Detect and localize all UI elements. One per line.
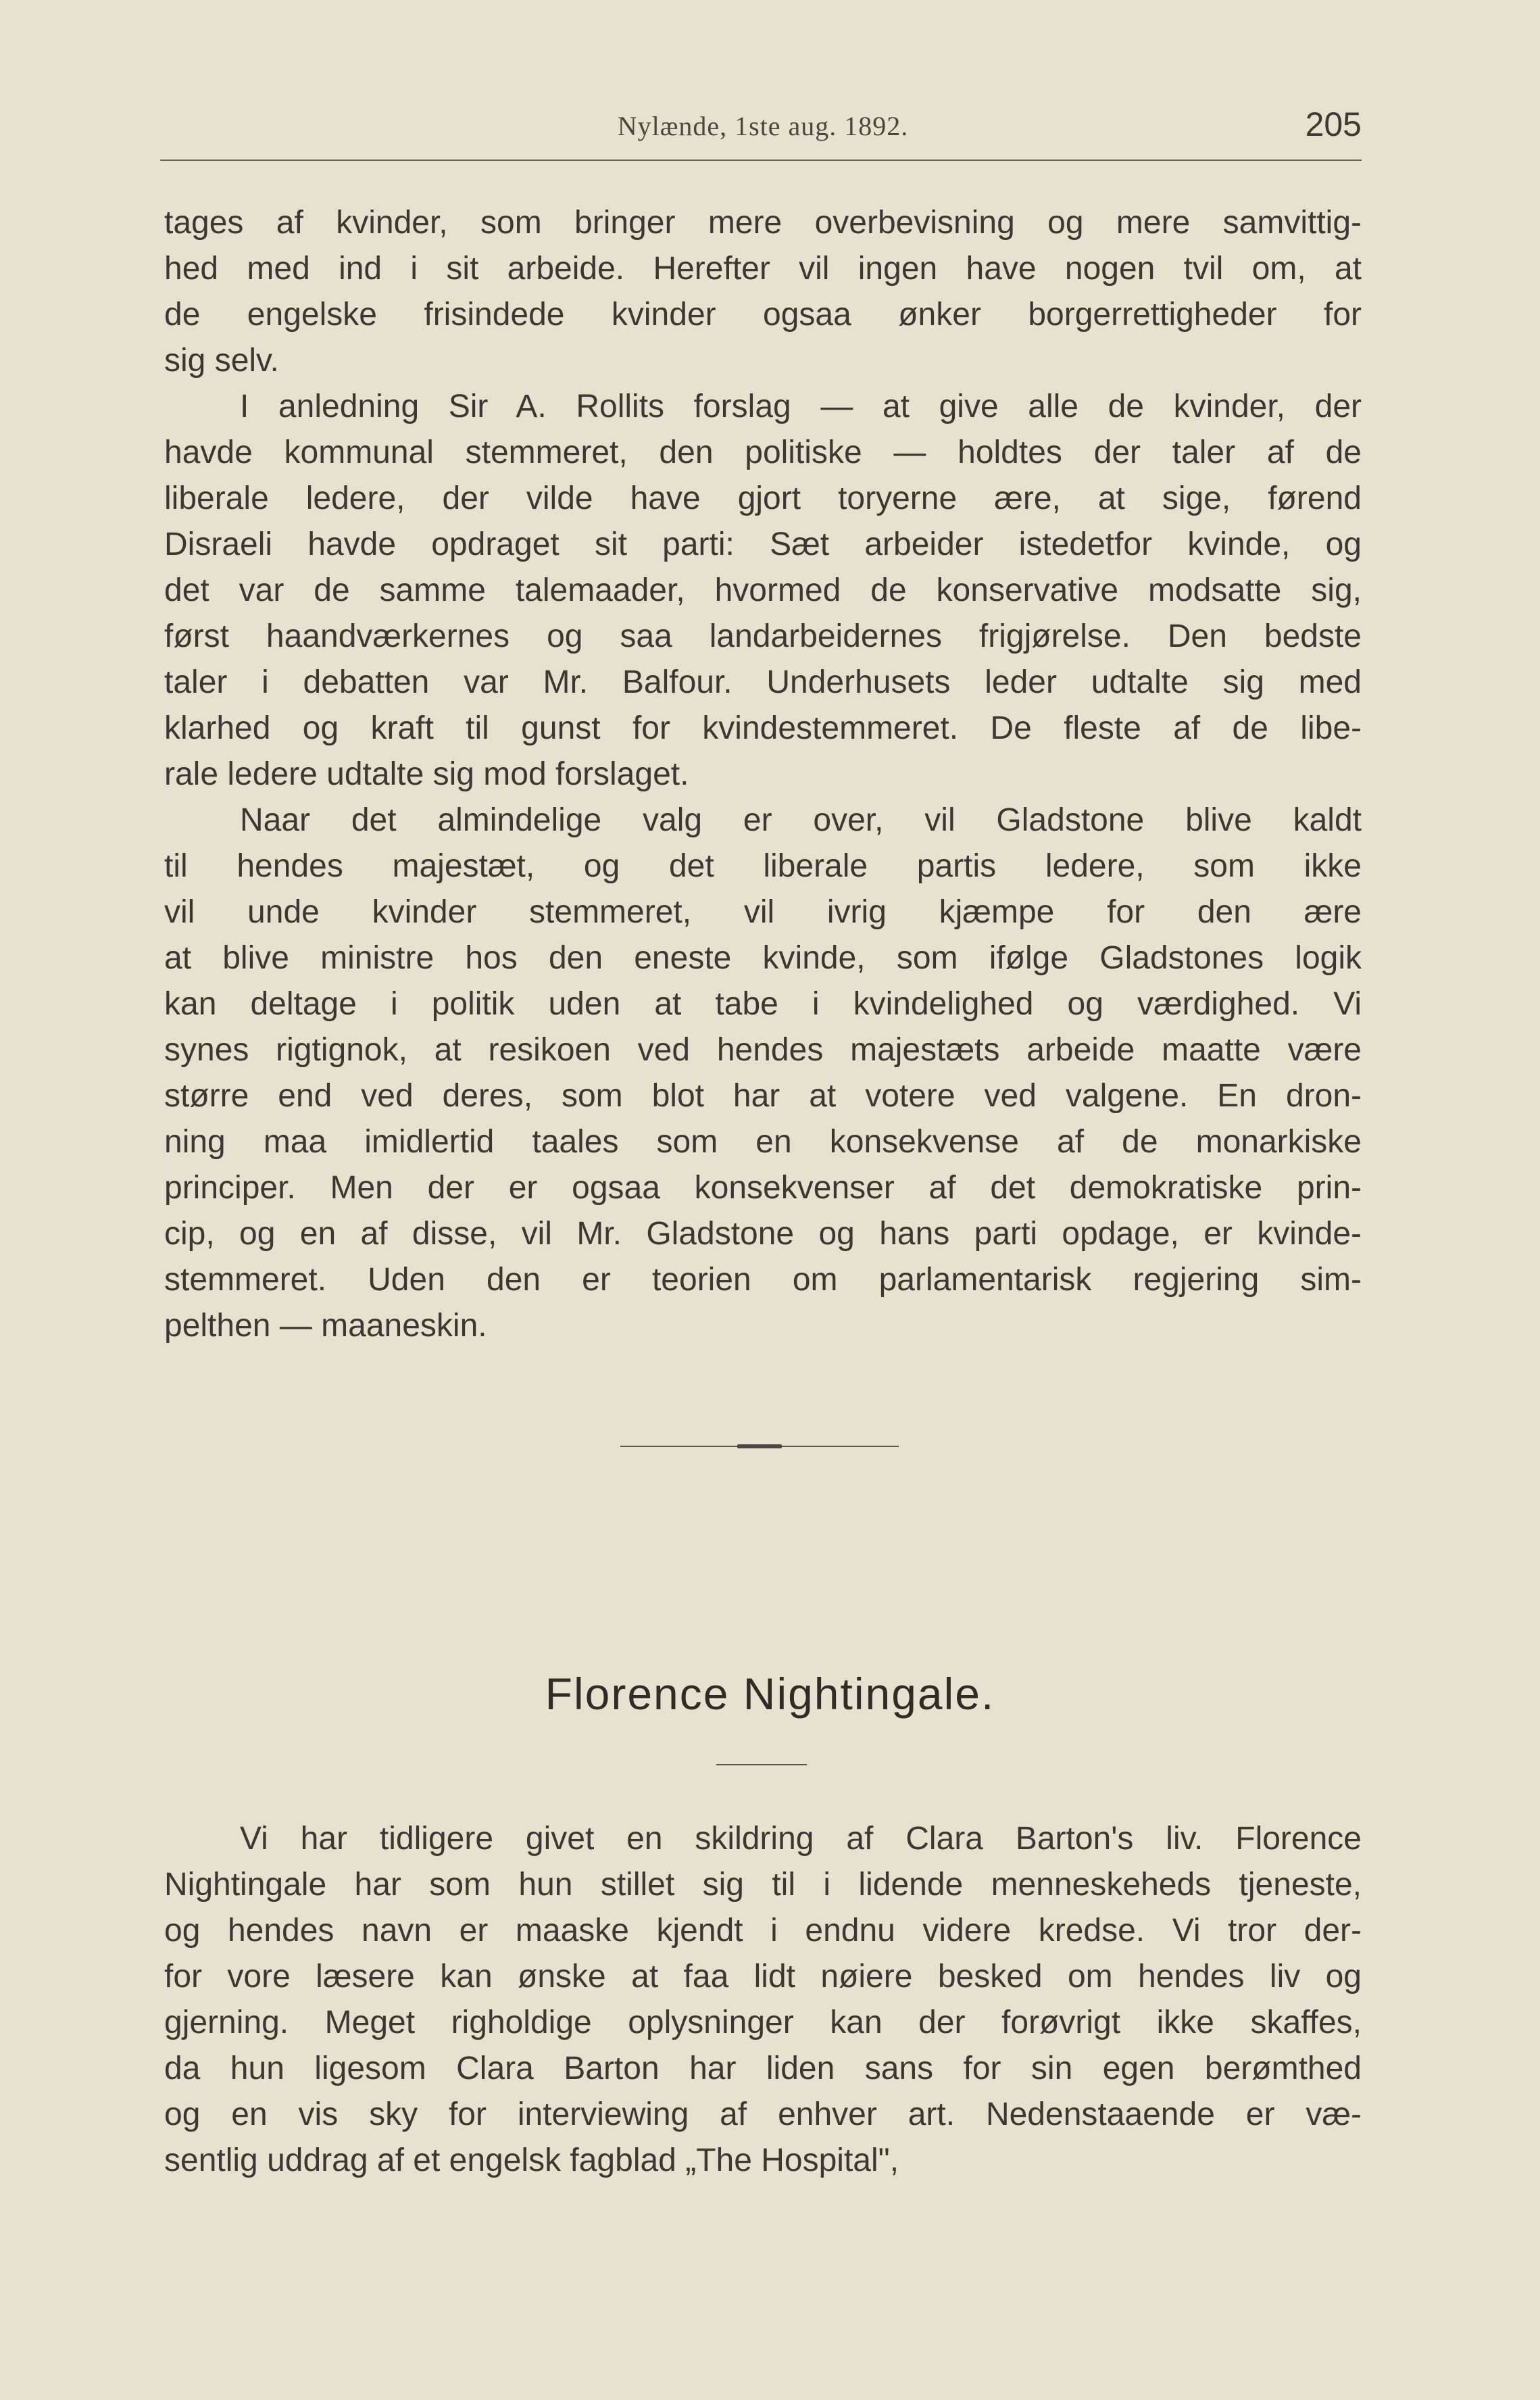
page-number: 205	[1305, 105, 1362, 143]
text-line: Naar det almindelige valg er over, vil Gladstone blive kaldt	[240, 802, 1362, 838]
text-line: vil unde kvinder stemmeret, vil ivrig kjæmpe for den ære	[164, 894, 1362, 930]
text-line: de engelske frisindede kvinder ogsaa ønker borgerrettigheder for	[164, 297, 1362, 333]
text-line: ning maa imidlertid taales som en konsekvense af de monarkiske	[164, 1124, 1362, 1160]
text-line: kan deltage i politik uden at tabe i kvindelighed og værdighed. Vi	[164, 986, 1362, 1022]
separator-ornament	[737, 1444, 782, 1448]
text-line: større end ved deres, som blot har at votere ved valgene. En dron-	[164, 1078, 1362, 1114]
text-line: for vore læsere kan ønske at faa lidt nøiere besked om hendes liv og	[164, 1959, 1362, 1994]
title-rule	[716, 1764, 807, 1765]
text-line: stemmeret. Uden den er teorien om parlamentarisk regjering sim-	[164, 1262, 1362, 1298]
text-line: liberale ledere, der vilde have gjort toryerne ære, at sige, førend	[164, 481, 1362, 516]
text-line: taler i debatten var Mr. Balfour. Underhusets leder udtalte sig med	[164, 664, 1362, 700]
text-line: Disraeli havde opdraget sit parti: Sæt arbeider istedetfor kvinde, og	[164, 526, 1362, 562]
text-line: tages af kvinder, som bringer mere overbevisning og mere samvittig-	[164, 205, 1362, 241]
text-line: da hun ligesom Clara Barton har liden sans for sin egen berømthed	[164, 2051, 1362, 2086]
text-line: og en vis sky for interviewing af enhver art. Nedenstaaende er væ-	[164, 2097, 1362, 2132]
running-title: Nylænde, 1ste aug. 1892.	[617, 111, 909, 141]
text-line: først haandværkernes og saa landarbeidernes frigjørelse. Den bedste	[164, 618, 1362, 654]
text-line: I anledning Sir A. Rollits forslag — at give alle de kvinder, der	[240, 389, 1362, 424]
text-line: til hendes majestæt, og det liberale partis ledere, som ikke	[164, 848, 1362, 884]
text-line: havde kommunal stemmeret, den politiske — holdtes der taler af de	[164, 435, 1362, 470]
paragraph-4	[164, 1816, 1362, 2184]
paragraph-2	[164, 384, 1362, 798]
text-line: hed med ind i sit arbeide. Herefter vil ingen have nogen tvil om, at	[164, 251, 1362, 287]
text-line: sig selv.	[164, 343, 279, 378]
text-line: og hendes navn er maaske kjendt i endnu videre kredse. Vi tror der-	[164, 1913, 1362, 1949]
text-line: gjerning. Meget righoldige oplysninger kan der forøvrigt ikke skaffes,	[164, 2005, 1362, 2040]
text-line: klarhed og kraft til gunst for kvindestemmeret. De fleste af de libe-	[164, 710, 1362, 746]
section-separator	[620, 1444, 899, 1448]
paragraph-1	[164, 200, 1362, 384]
text-line: pelthen — maaneskin.	[164, 1308, 487, 1344]
text-line: rale ledere udtalte sig mod forslaget.	[164, 756, 689, 792]
text-line: cip, og en af disse, vil Mr. Gladstone og hans parti opdage, er kvinde-	[164, 1216, 1362, 1252]
text-line: sentlig uddrag af et engelsk fagblad „The Hospital",	[164, 2142, 899, 2178]
text-line: principer. Men der er ogsaa konsekvenser af det demokratiske prin-	[164, 1170, 1362, 1206]
text-line: Vi har tidligere givet en skildring af Clara Barton's liv. Florence	[240, 1821, 1362, 1857]
text-line: Nightingale har som hun stillet sig til i lidende menneskeheds tjeneste,	[164, 1867, 1362, 1903]
running-header	[164, 105, 1362, 159]
text-line: at blive ministre hos den eneste kvinde, som ifølge Gladstones logik	[164, 940, 1362, 976]
paragraph-3	[164, 798, 1362, 1349]
text-line: synes rigtignok, at resikoen ved hendes majestæts arbeide maatte være	[164, 1032, 1362, 1068]
header-rule	[160, 160, 1362, 161]
text-line: det var de samme talemaader, hvormed de konservative modsatte sig,	[164, 572, 1362, 608]
section-title: Florence Nightingale.	[545, 1669, 995, 1719]
